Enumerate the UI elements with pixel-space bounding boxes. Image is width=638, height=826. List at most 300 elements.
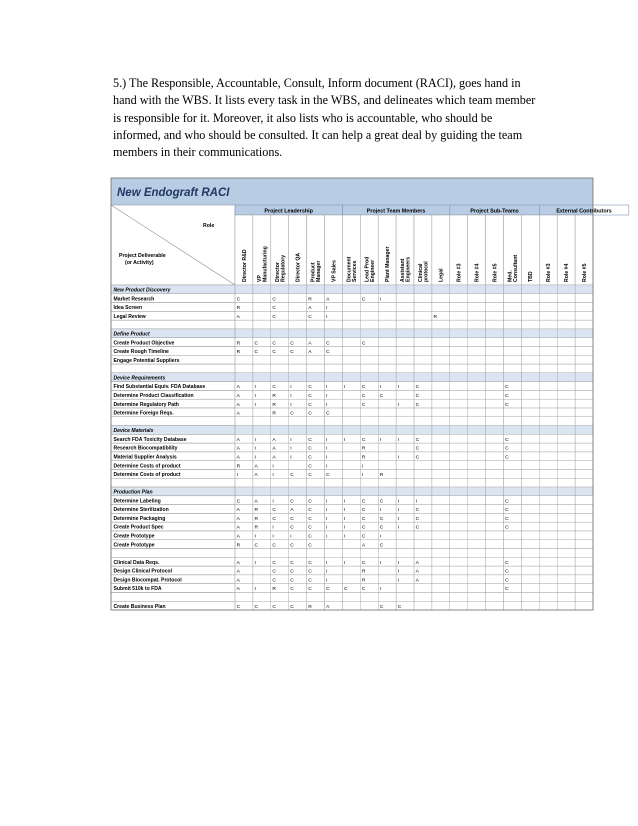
raci-cell-value: C <box>415 516 420 522</box>
matrix-cell <box>521 364 539 373</box>
raci-cell-value: I <box>326 578 328 584</box>
raci-cell-value: I <box>344 516 346 522</box>
matrix-cell <box>307 592 325 601</box>
raci-cell-value: C <box>308 393 312 399</box>
matrix-cell <box>325 364 343 373</box>
raci-cell-value: C <box>308 508 312 514</box>
matrix-cell <box>504 417 522 426</box>
raci-cell-value: C <box>415 437 420 443</box>
matrix-cell <box>396 461 414 470</box>
matrix-cell <box>325 549 343 558</box>
matrix-cell <box>575 557 593 566</box>
raci-cell-value: C <box>379 525 384 531</box>
raci-description-paragraph: 5.) The Responsible, Accountable, Consult, Inform document (RACI), goes hand in hand with the WBS. It lists every task in the WBS, and delineates which team member is responsible for it. Moreover, it also lists who is accountable, who should be informed, and who should be consulted. It can help a great deal by guiding the team members in their communications. <box>113 76 536 160</box>
raci-cell-value: C <box>236 297 241 303</box>
matrix-cell <box>360 303 378 312</box>
matrix-cell <box>342 364 360 373</box>
matrix-cell <box>378 355 396 364</box>
matrix-cell <box>271 355 289 364</box>
raci-cell-value: C <box>272 341 276 347</box>
raci-cell-value: I <box>326 464 328 470</box>
matrix-cell <box>521 294 539 303</box>
raci-cell-value: I <box>379 534 382 540</box>
matrix-cell <box>271 592 289 601</box>
raci-cell-value: C <box>272 314 276 320</box>
matrix-cell <box>396 540 414 549</box>
matrix-cell <box>271 320 289 329</box>
raci-cell-value: C <box>290 587 294 593</box>
matrix-cell <box>432 513 450 522</box>
raci-cell-value: I <box>290 393 292 399</box>
section-row-band <box>111 285 593 294</box>
matrix-cell <box>468 513 486 522</box>
raci-matrix-figure <box>111 178 612 612</box>
raci-cell-value: I <box>361 464 364 470</box>
matrix-cell <box>486 294 504 303</box>
matrix-cell <box>342 320 360 329</box>
task-label: Design Clinical Protocol <box>113 568 173 575</box>
raci-cell-value: I <box>272 464 274 470</box>
raci-cell-value: C <box>308 314 312 320</box>
matrix-cell <box>253 311 271 320</box>
raci-cell-value: I <box>290 402 292 408</box>
matrix-cell <box>396 364 414 373</box>
corner-role-label: Role <box>203 223 215 229</box>
raci-cell-value: A <box>254 499 258 505</box>
matrix-cell <box>521 566 539 575</box>
raci-cell-value: C <box>272 516 276 522</box>
matrix-cell <box>486 531 504 540</box>
matrix-cell <box>575 452 593 461</box>
matrix-cell <box>486 540 504 549</box>
raci-cell-value: C <box>272 569 276 575</box>
matrix-cell <box>486 338 504 347</box>
task-label: Create Prototype <box>113 533 155 540</box>
matrix-cell <box>414 584 432 593</box>
matrix-cell <box>575 575 593 584</box>
raci-cell-value: C <box>415 446 420 452</box>
matrix-cell <box>396 469 414 478</box>
matrix-cell <box>539 364 557 373</box>
raci-cell-value: C <box>326 341 330 347</box>
raci-cell-value: A <box>326 297 330 303</box>
matrix-cell <box>504 364 522 373</box>
matrix-cell <box>450 522 468 531</box>
matrix-cell <box>557 478 575 487</box>
matrix-cell <box>342 311 360 320</box>
matrix-cell <box>450 434 468 443</box>
role-header-label: Document <box>346 256 353 282</box>
raci-cell-value: R <box>236 464 241 470</box>
raci-cell-value: I <box>326 446 328 452</box>
raci-cell-value: C <box>379 393 384 399</box>
matrix-cell <box>360 346 378 355</box>
matrix-cell <box>450 513 468 522</box>
section-row-band <box>111 373 593 382</box>
raci-cell-value: I <box>379 437 382 443</box>
matrix-cell <box>378 417 396 426</box>
raci-cell-value: C <box>308 473 312 479</box>
matrix-cell <box>521 417 539 426</box>
matrix-cell <box>450 452 468 461</box>
matrix-cell <box>468 364 486 373</box>
matrix-cell <box>539 478 557 487</box>
matrix-cell <box>504 592 522 601</box>
raci-cell-value: R <box>308 604 312 610</box>
role-header-label: Director QA <box>295 252 302 282</box>
raci-cell-value: I <box>326 314 328 320</box>
matrix-cell <box>325 540 343 549</box>
raci-cell-value: C <box>308 543 312 549</box>
matrix-cell <box>504 338 522 347</box>
raci-cell-value: C <box>415 455 420 461</box>
raci-cell-value: I <box>344 437 346 443</box>
task-label: Engage Potential Suppliers <box>113 357 180 364</box>
matrix-cell <box>414 346 432 355</box>
raci-cell-value: C <box>308 525 312 531</box>
matrix-cell <box>539 584 557 593</box>
raci-cell-value: A <box>236 314 240 320</box>
role-header-label: Product <box>310 262 317 282</box>
matrix-cell <box>539 399 557 408</box>
task-label: Search FDA Toxicity Database <box>113 436 187 443</box>
matrix-cell <box>414 338 432 347</box>
raci-cell-value: C <box>415 402 420 408</box>
matrix-cell <box>342 346 360 355</box>
matrix-cell <box>486 434 504 443</box>
raci-cell-value: I <box>344 508 346 514</box>
task-label: Create Product Objective <box>113 340 175 347</box>
matrix-cell <box>521 390 539 399</box>
matrix-cell <box>432 382 450 391</box>
matrix-cell <box>504 461 522 470</box>
raci-cell-value: C <box>361 534 366 540</box>
matrix-cell <box>521 505 539 514</box>
matrix-cell <box>521 584 539 593</box>
role-header-label: Assistant <box>400 258 407 282</box>
raci-cell-value: C <box>505 393 509 399</box>
raci-cell-value: C <box>290 560 294 566</box>
raci-cell-value: C <box>379 604 384 610</box>
matrix-cell <box>539 592 557 601</box>
matrix-cell <box>575 355 593 364</box>
raci-cell-value: C <box>505 508 509 514</box>
role-header-label: Engineer <box>369 259 376 282</box>
raci-cell-value: I <box>326 455 328 461</box>
raci-cell-value: C <box>505 499 509 505</box>
task-label: Create Prototype <box>113 542 155 549</box>
matrix-cell <box>468 584 486 593</box>
matrix-cell <box>468 320 486 329</box>
matrix-cell <box>360 549 378 558</box>
raci-cell-value: A <box>415 578 419 584</box>
matrix-cell <box>432 592 450 601</box>
matrix-cell <box>378 399 396 408</box>
matrix-cell <box>396 417 414 426</box>
raci-cell-value: C <box>379 499 384 505</box>
raci-cell-value: C <box>361 516 366 522</box>
matrix-cell <box>360 364 378 373</box>
matrix-cell <box>486 522 504 531</box>
matrix-cell <box>325 355 343 364</box>
group-label: Project Team Members <box>366 208 426 215</box>
raci-cell-value: I <box>397 437 400 443</box>
raci-cell-value: A <box>236 560 240 566</box>
raci-cell-value: C <box>361 587 366 593</box>
matrix-cell <box>414 461 432 470</box>
raci-cell-value: I <box>397 516 400 522</box>
matrix-cell <box>342 417 360 426</box>
raci-cell-value: I <box>254 385 256 391</box>
raci-cell-value: C <box>361 560 366 566</box>
raci-cell-value: I <box>272 473 274 479</box>
matrix-cell <box>432 531 450 540</box>
matrix-cell <box>486 311 504 320</box>
matrix-cell <box>521 346 539 355</box>
matrix-cell <box>504 601 522 610</box>
raci-cell-value: C <box>415 508 420 514</box>
matrix-cell <box>539 496 557 505</box>
matrix-cell <box>450 355 468 364</box>
matrix-cell <box>504 478 522 487</box>
raci-cell-value: A <box>415 569 419 575</box>
raci-cell-value: C <box>505 587 509 593</box>
raci-cell-value: I <box>326 516 328 522</box>
raci-cell-value: R <box>254 508 259 514</box>
matrix-cell <box>468 478 486 487</box>
matrix-cell <box>289 294 307 303</box>
raci-cell-value: I <box>326 385 328 391</box>
raci-cell-value: C <box>505 455 509 461</box>
task-label: Clinical Data Reqs. <box>113 559 160 566</box>
row-label-cell <box>111 478 235 487</box>
matrix-cell <box>307 417 325 426</box>
raci-cell-value: I <box>397 455 400 461</box>
matrix-cell <box>557 592 575 601</box>
raci-cell-value: I <box>290 446 292 452</box>
matrix-cell <box>486 575 504 584</box>
matrix-cell <box>539 566 557 575</box>
matrix-cell <box>521 311 539 320</box>
matrix-cell <box>557 417 575 426</box>
raci-cell-value: I <box>397 525 400 531</box>
matrix-cell <box>378 575 396 584</box>
raci-cell-value: A <box>290 508 294 514</box>
matrix-cell <box>432 294 450 303</box>
matrix-cell <box>432 496 450 505</box>
matrix-cell <box>253 303 271 312</box>
matrix-cell <box>486 478 504 487</box>
raci-cell-value: I <box>272 499 274 505</box>
matrix-cell <box>414 592 432 601</box>
matrix-cell <box>450 601 468 610</box>
raci-cell-value: A <box>236 385 240 391</box>
matrix-cell <box>575 294 593 303</box>
matrix-cell <box>575 513 593 522</box>
raci-cell-value: A <box>236 437 240 443</box>
raci-cell-value: C <box>308 534 312 540</box>
task-label: Determine Regulatory Path <box>113 401 179 408</box>
matrix-cell <box>539 303 557 312</box>
matrix-cell <box>432 303 450 312</box>
raci-cell-value: A <box>236 525 240 531</box>
raci-cell-value: I <box>379 297 382 303</box>
raci-cell-value: I <box>326 393 328 399</box>
matrix-cell <box>253 549 271 558</box>
matrix-cell <box>557 355 575 364</box>
raci-cell-value: C <box>236 604 241 610</box>
task-label: Determine Labeling <box>113 498 161 505</box>
matrix-cell <box>378 311 396 320</box>
matrix-cell <box>557 399 575 408</box>
matrix-cell <box>342 408 360 417</box>
matrix-cell <box>253 575 271 584</box>
matrix-cell <box>468 452 486 461</box>
matrix-cell <box>557 540 575 549</box>
matrix-cell <box>557 566 575 575</box>
matrix-cell <box>575 338 593 347</box>
matrix-cell <box>378 320 396 329</box>
matrix-cell <box>539 452 557 461</box>
raci-cell-value: C <box>272 306 276 312</box>
matrix-cell <box>504 311 522 320</box>
task-label: Create Business Plan <box>113 603 166 610</box>
section-row-band <box>111 426 593 435</box>
raci-cell-value: R <box>361 569 366 575</box>
role-header-label: Role #4 <box>474 263 481 282</box>
matrix-cell <box>504 408 522 417</box>
role-header-label: Manufacturing <box>262 246 269 282</box>
raci-cell-value: R <box>272 587 276 593</box>
raci-cell-value: I <box>254 455 256 461</box>
matrix-cell <box>253 320 271 329</box>
matrix-cell <box>486 390 504 399</box>
matrix-cell <box>342 303 360 312</box>
matrix-cell <box>360 417 378 426</box>
matrix-cell <box>557 408 575 417</box>
matrix-cell <box>450 575 468 584</box>
matrix-cell <box>575 399 593 408</box>
matrix-cell <box>432 575 450 584</box>
matrix-cell <box>486 417 504 426</box>
matrix-cell <box>396 390 414 399</box>
matrix-cell <box>432 408 450 417</box>
matrix-cell <box>486 496 504 505</box>
role-header-label: Manager <box>316 260 323 282</box>
matrix-cell <box>557 513 575 522</box>
matrix-cell <box>486 346 504 355</box>
matrix-cell <box>521 443 539 452</box>
matrix-cell <box>521 478 539 487</box>
matrix-cell <box>235 364 253 373</box>
matrix-cell <box>486 557 504 566</box>
matrix-cell <box>468 469 486 478</box>
matrix-cell <box>307 320 325 329</box>
matrix-cell <box>450 382 468 391</box>
matrix-cell <box>342 469 360 478</box>
matrix-cell <box>521 338 539 347</box>
matrix-cell <box>289 311 307 320</box>
matrix-cell <box>342 592 360 601</box>
role-header-label: Consultant <box>513 254 520 282</box>
raci-cell-value: I <box>326 499 328 505</box>
raci-cell-value: C <box>308 578 312 584</box>
raci-cell-value: C <box>272 560 276 566</box>
matrix-cell <box>539 557 557 566</box>
raci-cell-value: C <box>505 516 509 522</box>
matrix-cell <box>253 364 271 373</box>
matrix-cell <box>342 575 360 584</box>
matrix-cell <box>342 355 360 364</box>
matrix-cell <box>432 566 450 575</box>
matrix-cell <box>575 417 593 426</box>
matrix-cell <box>575 320 593 329</box>
task-label: Determine Foreign Reqs. <box>113 410 174 417</box>
matrix-cell <box>432 557 450 566</box>
matrix-cell <box>414 320 432 329</box>
raci-cell-value: C <box>361 525 366 531</box>
matrix-cell <box>539 320 557 329</box>
raci-cell-value: I <box>254 534 256 540</box>
matrix-cell <box>539 549 557 558</box>
matrix-cell <box>450 303 468 312</box>
raci-cell-value: I <box>326 569 328 575</box>
raci-cell-value: C <box>290 525 294 531</box>
matrix-cell <box>557 338 575 347</box>
matrix-cell <box>378 364 396 373</box>
matrix-cell <box>486 303 504 312</box>
role-header-label: TBD <box>528 271 535 282</box>
matrix-cell <box>450 408 468 417</box>
matrix-cell <box>504 303 522 312</box>
raci-cell-value: C <box>290 341 294 347</box>
matrix-cell <box>307 355 325 364</box>
matrix-cell <box>575 531 593 540</box>
matrix-cell <box>557 443 575 452</box>
raci-cell-value: A <box>254 464 258 470</box>
matrix-cell <box>360 408 378 417</box>
raci-cell-value: R <box>254 516 259 522</box>
raci-cell-value: I <box>397 499 400 505</box>
raci-cell-value: C <box>236 499 241 505</box>
matrix-cell <box>521 549 539 558</box>
matrix-cell <box>486 469 504 478</box>
matrix-cell <box>414 355 432 364</box>
matrix-cell <box>468 382 486 391</box>
raci-cell-value: A <box>415 560 419 566</box>
matrix-cell <box>342 566 360 575</box>
matrix-cell <box>575 549 593 558</box>
matrix-cell <box>450 505 468 514</box>
raci-cell-value: R <box>308 297 312 303</box>
raci-cell-value: R <box>272 393 276 399</box>
raci-cell-value: C <box>505 578 509 584</box>
matrix-cell <box>414 303 432 312</box>
raci-cell-value: I <box>326 508 328 514</box>
matrix-cell <box>378 452 396 461</box>
matrix-cell <box>396 478 414 487</box>
matrix-cell <box>414 364 432 373</box>
matrix-cell <box>450 311 468 320</box>
matrix-cell <box>468 461 486 470</box>
matrix-cell <box>450 540 468 549</box>
matrix-cell <box>539 531 557 540</box>
raci-cell-value: R <box>254 525 259 531</box>
matrix-cell <box>575 478 593 487</box>
raci-cell-value: C <box>505 437 509 443</box>
role-header-label: Med. <box>507 270 514 282</box>
matrix-cell <box>450 531 468 540</box>
